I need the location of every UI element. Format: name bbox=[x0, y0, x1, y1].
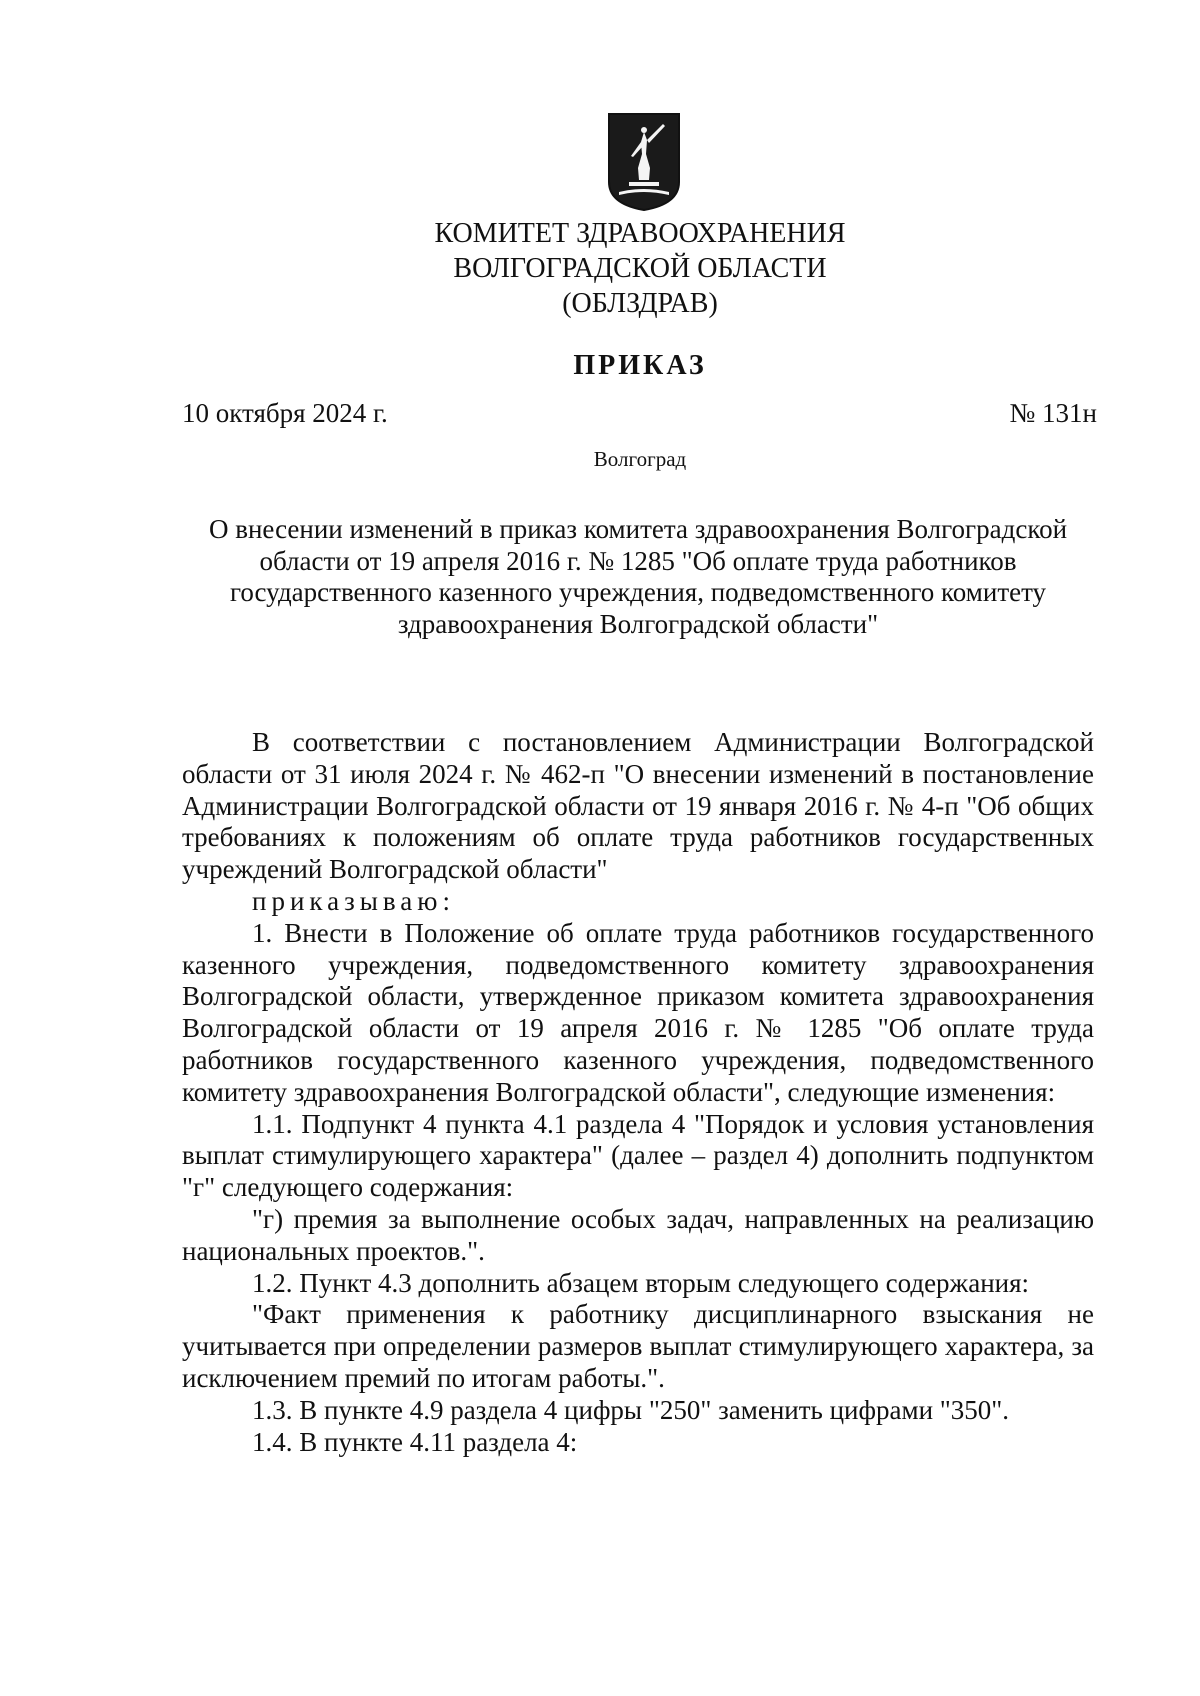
order-date: 10 октября 2024 г. bbox=[182, 398, 388, 428]
preamble-paragraph: В соответствии с постановлением Администрации Волгоградской области от 31 июля 2024 г. № 462-п "О внесении изменений в постановление Администрации Волгоградской области от 19 января 2016 г. № 4-п "Об общих требованиях к положениям об оплате труда работников государственных учреждений Волгоградской области" bbox=[182, 727, 1094, 885]
document-title: ПРИКАЗ bbox=[573, 350, 707, 381]
order-number: № 131н bbox=[1009, 398, 1097, 428]
item-1-2-paragraph: 1.2. Пункт 4.3 дополнить абзацем вторым следующего содержания: bbox=[252, 1267, 1030, 1298]
header-line-2: ВОЛГОГРАДСКОЙ ОБЛАСТИ bbox=[453, 253, 827, 284]
item-1-1-text: "г) премия за выполнение особых задач, направленных на реализацию национальных проектов.". bbox=[182, 1203, 1094, 1266]
order-body bbox=[182, 727, 1094, 1458]
organization-header bbox=[0, 216, 1200, 321]
volgograd-coat-of-arms-icon bbox=[605, 112, 683, 212]
header-line-3: (ОБЛЗДРАВ) bbox=[562, 288, 718, 319]
item-1-paragraph: 1. Внести в Положение об оплате труда работников государственного казенного учреждения, подведомственного комитету здравоохранения Волгоградской области, утвержденное приказом комитета здравоохранения Волгоградской области от 19 апреля 2016 г. № 1285 "Об оплате труда работников государственного казенного учреждения, подведомственного комитету здравоохранения Волгоградской области", следующие изменения: bbox=[182, 917, 1094, 1107]
item-1-4-paragraph: 1.4. В пункте 4.11 раздела 4: bbox=[252, 1426, 578, 1457]
item-1-2-text: "Факт применения к работнику дисциплинарного взыскания не учитывается при определении размеров выплат стимулирующего характера, за исключением премий по итогам работы.". bbox=[182, 1299, 1094, 1393]
order-subject: О внесении изменений в приказ комитета здравоохранения Волгоградской области от 19 апреля 2016 г. № 1285 "Об оплате труда работников государственного казенного учреждения, подведомственного комитету здравоохранения Волгоградской области" bbox=[208, 514, 1068, 639]
header-line-1: КОМИТЕТ ЗДРАВООХРАНЕНИЯ bbox=[434, 218, 846, 249]
item-1-3-paragraph: 1.3. В пункте 4.9 раздела 4 цифры "250" заменить цифрами "350". bbox=[252, 1394, 1010, 1425]
order-verb: приказываю: bbox=[252, 885, 455, 916]
item-1-1-paragraph: 1.1. Подпункт 4 пункта 4.1 раздела 4 "Порядок и условия установления выплат стимулирующего характера" (далее – раздел 4) дополнить подпунктом "г" следующего содержания: bbox=[182, 1108, 1094, 1203]
city: Волгоград bbox=[593, 447, 687, 471]
